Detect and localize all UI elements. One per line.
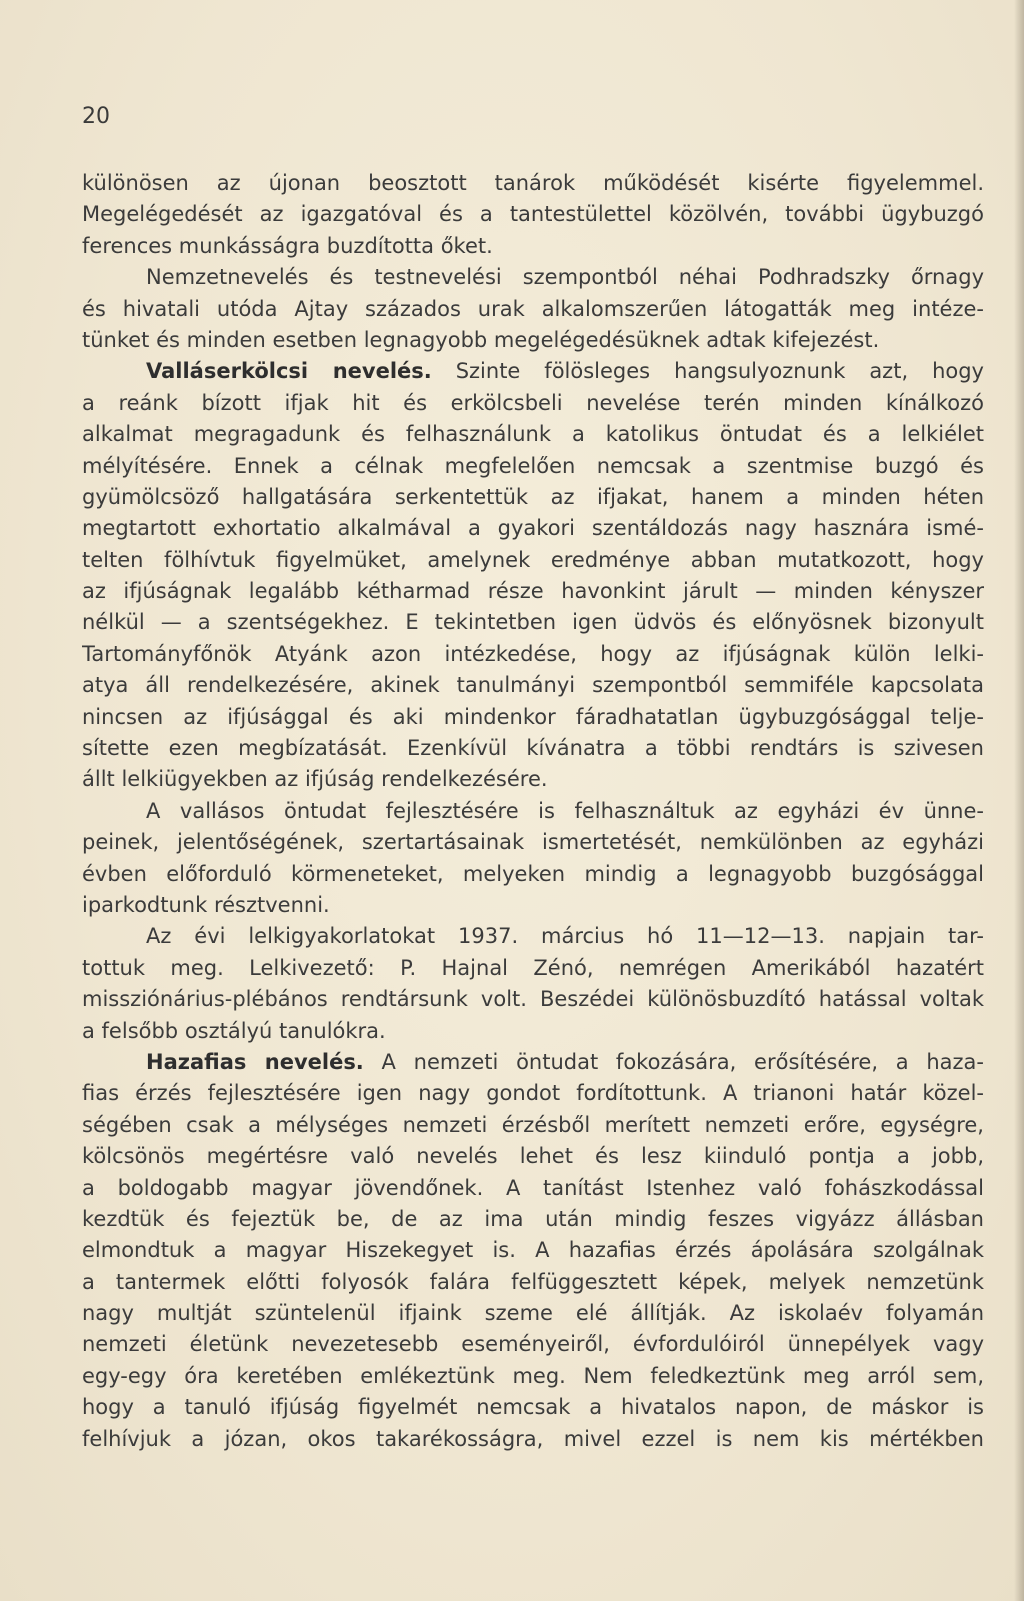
line-text: peinek, jelentőségének, szertartásainak ismertetését, nemkülönben az egyházi bbox=[82, 830, 984, 855]
line-text: hogy a tanuló ifjúság figyelmét nemcsak a hivatalos napon, de máskor is bbox=[82, 1395, 984, 1420]
text-line bbox=[82, 796, 984, 827]
text-line bbox=[82, 168, 984, 199]
text-line bbox=[82, 199, 984, 230]
text-line bbox=[82, 984, 984, 1015]
line-text: kölcsönös megértésre való nevelés lehet és lesz kiinduló pontja a jobb, bbox=[82, 1144, 984, 1169]
line-text: és hivatali utóda Ajtay százados urak alkalomszerűen látogatták meg intéze- bbox=[82, 296, 984, 321]
text-line bbox=[82, 859, 984, 890]
line-text: ferences munkásságra buzdította őket. bbox=[82, 233, 493, 258]
text-line bbox=[82, 325, 984, 356]
text-line bbox=[82, 670, 984, 701]
text-line bbox=[82, 451, 984, 482]
text-line bbox=[82, 953, 984, 984]
line-text: elmondtuk a magyar Hiszekegyet is. A hazafias érzés ápolására szolgálnak bbox=[82, 1238, 984, 1263]
line-text: alkalmat megragadunk és felhasználunk a katolikus öntudat és a lelkiélet bbox=[82, 422, 984, 447]
text-line bbox=[82, 1329, 984, 1360]
line-text: a tantermek előtti folyosók falára felfüggesztett képek, melyek nemzetünk bbox=[82, 1269, 984, 1294]
line-text: tünket és minden esetben legnagyobb megelégedésüknek adtak kifejezést. bbox=[82, 327, 880, 352]
line-text: egy-egy óra keretében emlékeztünk meg. Nem feledkeztünk meg arról sem, bbox=[82, 1363, 984, 1388]
line-text: különösen az újonan beosztott tanárok működését kisérte figyelemmel. bbox=[82, 171, 984, 195]
text-line bbox=[82, 702, 984, 733]
text-line bbox=[82, 231, 984, 262]
line-text: nincsen az ifjúsággal és aki mindenkor fáradhatatlan ügybuzgósággal telje- bbox=[82, 704, 984, 729]
text-line bbox=[82, 921, 984, 952]
line-text: a felsőbb osztályú tanulókra. bbox=[82, 1018, 386, 1043]
text-line bbox=[82, 1424, 984, 1455]
line-text: állt lelkiügyekben az ifjúság rendelkezésére. bbox=[82, 767, 548, 792]
line-text: gyümölcsöző hallgatására serkentettük az ifjakat, hanem a minden héten bbox=[82, 484, 984, 509]
text-line bbox=[82, 419, 984, 450]
page-number: 20 bbox=[82, 104, 110, 129]
line-text: a boldogabb magyar jövendőnek. A tanítást Istenhez való fohászkodással bbox=[82, 1175, 984, 1200]
line-text: A nemzeti öntudat fokozására, erősítésére, a haza- bbox=[363, 1049, 984, 1074]
text-line bbox=[82, 890, 984, 921]
text-line bbox=[82, 1235, 984, 1266]
text-line bbox=[82, 1204, 984, 1235]
text-line bbox=[82, 764, 984, 795]
line-text: sítette ezen megbízatását. Ezenkívül kívánatra a többi rendtárs is szivesen bbox=[82, 736, 984, 761]
text-line bbox=[82, 1173, 984, 1204]
line-text: fias érzés fejlesztésére igen nagy gondot fordítottunk. A trianoni határ közel- bbox=[82, 1081, 984, 1106]
line-text: nagy multját szüntelenül ifjaink szeme elé állítják. Az iskolaév folyamán bbox=[82, 1301, 984, 1326]
line-text: nemzeti életünk nevezetesebb eseményeiről, évfordulóiról ünnepélyek vagy bbox=[82, 1332, 984, 1357]
text-line bbox=[82, 1141, 984, 1172]
text-line bbox=[82, 639, 984, 670]
line-text: Szinte fölösleges hangsulyoznunk azt, hogy bbox=[431, 359, 984, 384]
text-line bbox=[82, 1016, 984, 1047]
line-text: ségében csak a mélységes nemzeti érzésből merített nemzeti erőre, egységre, bbox=[82, 1112, 984, 1137]
text-line bbox=[82, 1078, 984, 1109]
line-text: A vallásos öntudat fejlesztésére is felhasználtuk az egyházi év ünne- bbox=[146, 798, 984, 823]
line-text: a reánk bízott ifjak hit és erkölcsbeli nevelése terén minden kínálkozó bbox=[82, 390, 984, 415]
text-line bbox=[82, 1267, 984, 1298]
line-text: tottuk meg. Lelkivezető: P. Hajnal Zénó, nemrégen Amerikából hazatért bbox=[82, 955, 984, 980]
line-text: nélkül — a szentségekhez. E tekintetben igen üdvös és előnyösnek bizonyult bbox=[82, 610, 984, 635]
section-heading: Hazafias nevelés. bbox=[146, 1049, 364, 1074]
line-text: telten fölhívtuk figyelmüket, amelynek eredménye abban mutatkozott, hogy bbox=[82, 547, 984, 572]
text-line bbox=[82, 1361, 984, 1392]
text-line bbox=[82, 513, 984, 544]
line-text: megtartott exhortatio alkalmával a gyakori szentáldozás nagy hasznára ismé- bbox=[82, 516, 984, 541]
text-line bbox=[82, 356, 984, 387]
text-line bbox=[82, 482, 984, 513]
text-line bbox=[82, 545, 984, 576]
text-line bbox=[82, 388, 984, 419]
text-line bbox=[82, 733, 984, 764]
text-line bbox=[82, 576, 984, 607]
text-line bbox=[82, 294, 984, 325]
line-text: atya áll rendelkezésére, akinek tanulmányi szempontból semmiféle kapcsolata bbox=[82, 673, 984, 698]
text-line bbox=[82, 1110, 984, 1141]
text-line bbox=[82, 607, 984, 638]
line-text: Az évi lelkigyakorlatokat 1937. március hó 11—12—13. napjain tar- bbox=[146, 924, 984, 949]
line-text: Tartományfőnök Atyánk azon intézkedése, hogy az ifjúságnak külön lelki- bbox=[82, 641, 984, 666]
body-text bbox=[82, 168, 984, 1455]
text-line bbox=[82, 1047, 984, 1078]
line-text: felhívjuk a józan, okos takarékosságra, mivel ezzel is nem kis mértékben bbox=[82, 1426, 984, 1451]
line-text: évben előforduló körmeneteket, melyeken mindig a legnagyobb buzgósággal bbox=[82, 861, 984, 886]
section-heading: Valláserkölcsi nevelés. bbox=[146, 359, 432, 384]
text-line bbox=[82, 1298, 984, 1329]
line-text: kezdtük és fejeztük be, de az ima után mindig feszes vigyázz állásban bbox=[82, 1206, 984, 1231]
line-text: az ifjúságnak legalább kétharmad része havonkint járult — minden kényszer bbox=[82, 579, 984, 604]
line-text: missziónárius-plébános rendtársunk volt. Beszédei különösbuzdító hatással voltak bbox=[82, 987, 984, 1012]
line-text: Nemzetnevelés és testnevelési szempontból néhai Podhradszky őrnagy bbox=[146, 265, 984, 290]
text-line bbox=[82, 262, 984, 293]
line-text: mélyítésére. Ennek a célnak megfelelően nemcsak a szentmise buzgó és bbox=[82, 453, 984, 478]
page-edge-shadow bbox=[1014, 0, 1024, 1601]
text-line bbox=[82, 1392, 984, 1423]
line-text: iparkodtunk résztvenni. bbox=[82, 892, 330, 917]
line-text: Megelégedését az igazgatóval és a tantestülettel közölvén, további ügybuzgó bbox=[82, 202, 984, 227]
text-line bbox=[82, 827, 984, 858]
